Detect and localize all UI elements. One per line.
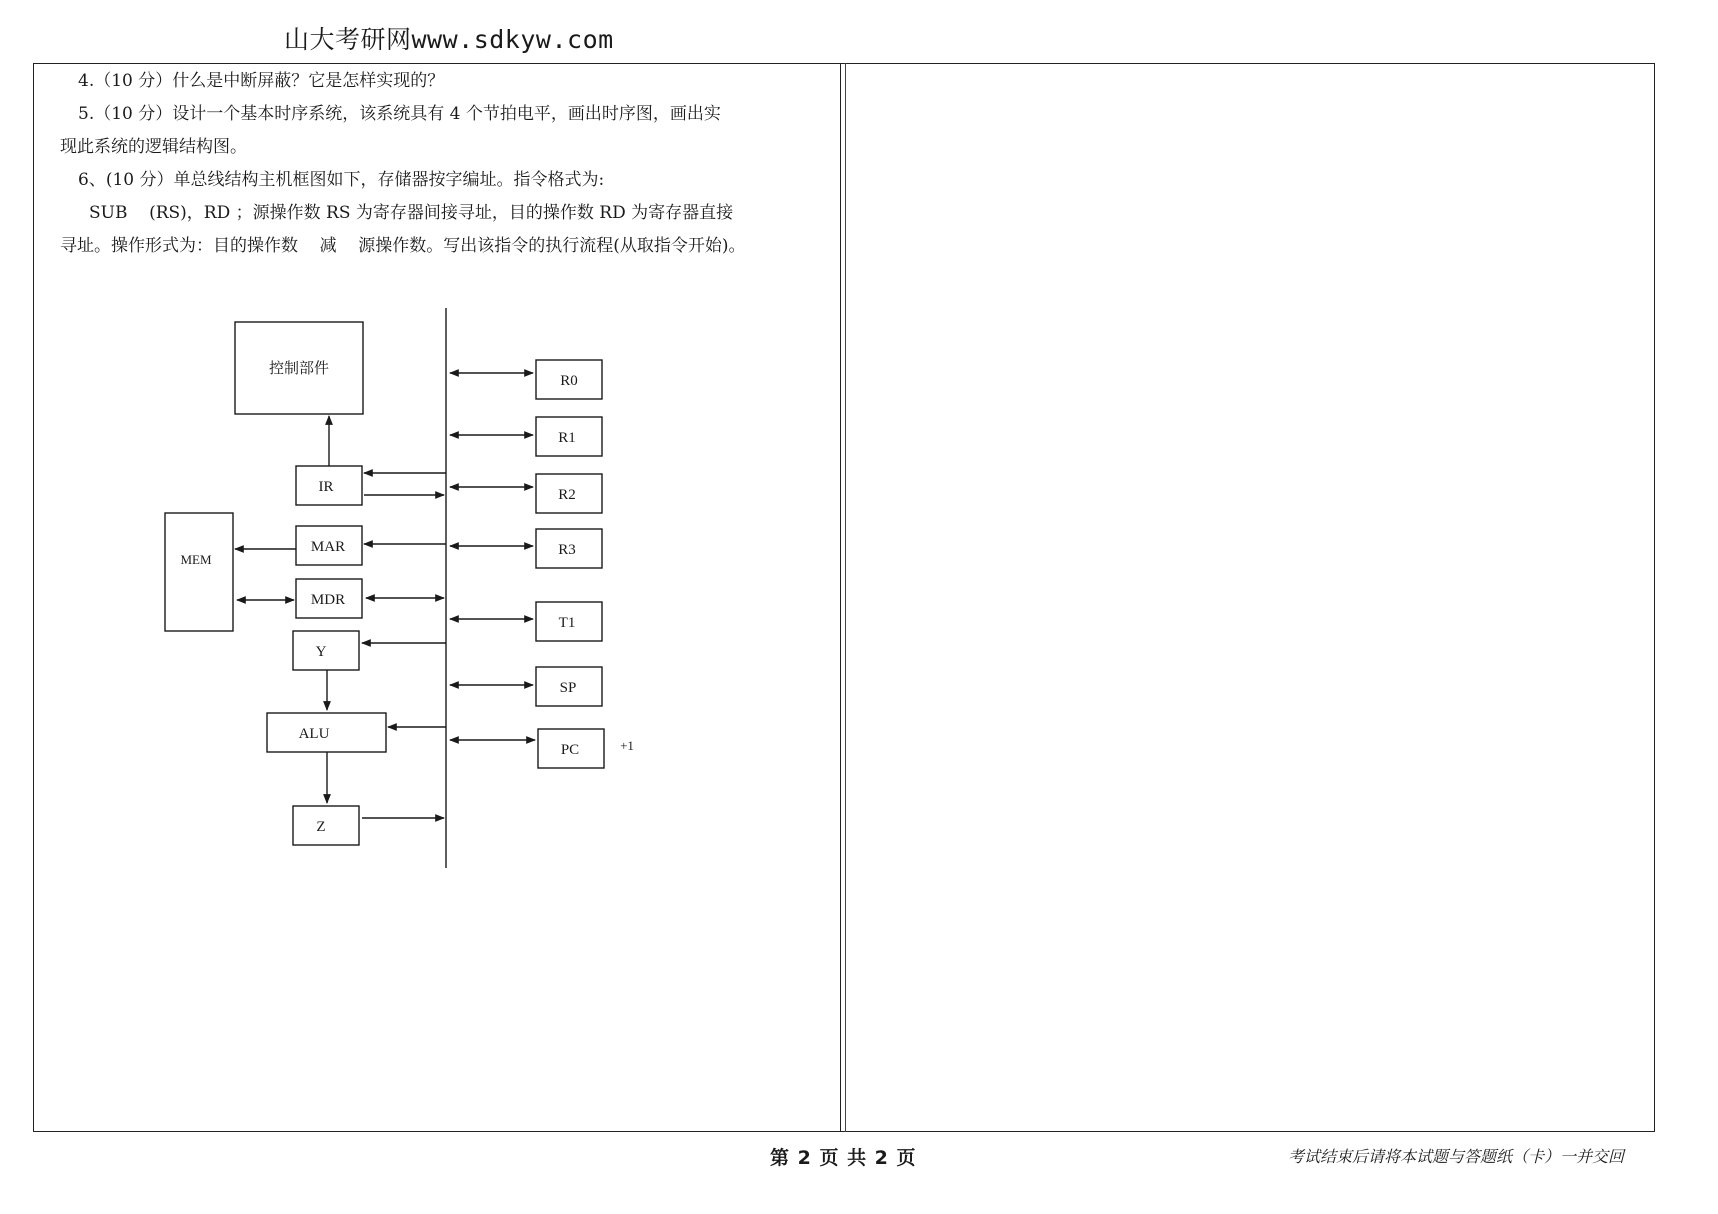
question-5-line-2: 现此系统的逻辑结构图。	[60, 137, 247, 157]
z-label: Z	[316, 819, 326, 835]
y-label: Y	[315, 644, 327, 660]
z-box	[293, 806, 359, 845]
r3-label: R3	[558, 542, 576, 558]
pc-increment-label: +1	[620, 738, 634, 753]
footer-note: 考试结束后请将本试题与答题纸（卡）一并交回	[1288, 1147, 1625, 1166]
mar-label: MAR	[310, 539, 346, 555]
control-unit-label: 控制部件	[268, 361, 330, 377]
r0-label: R0	[560, 373, 578, 389]
page-number: 第 2 页 共 2 页	[770, 1147, 917, 1169]
alu-label: ALU	[298, 726, 330, 742]
pc-label: PC	[560, 742, 580, 758]
t1-label: T1	[558, 615, 576, 631]
question-4: 4.（10 分）什么是中断屏蔽？它是怎样实现的？	[78, 71, 445, 91]
question-5-line-1: 5.（10 分）设计一个基本时序系统，该系统具有 4 个节拍电平，画出时序图，画出实	[78, 104, 721, 124]
mdr-label: MDR	[310, 592, 346, 608]
question-6-line-1: 6、(10 分）单总线结构主机框图如下，存储器按字编址。指令格式为:	[78, 170, 605, 190]
sp-label: SP	[559, 680, 577, 696]
mem-label: MEM	[180, 552, 212, 567]
question-6-line-2: SUB (RS)，RD ；源操作数 RS 为寄存器间接寻址，目的操作数 RD 为寄存器直接	[89, 203, 734, 223]
mem-box	[165, 513, 233, 631]
ir-label: IR	[318, 479, 334, 495]
page-header: 山大考研网www.sdkyw.com	[284, 25, 614, 54]
question-6-line-3: 寻址。操作形式为：目的操作数 减 源操作数。写出该指令的执行流程(从取指令开始)。	[60, 236, 746, 256]
r2-label: R2	[558, 487, 576, 503]
r1-label: R1	[558, 430, 576, 446]
